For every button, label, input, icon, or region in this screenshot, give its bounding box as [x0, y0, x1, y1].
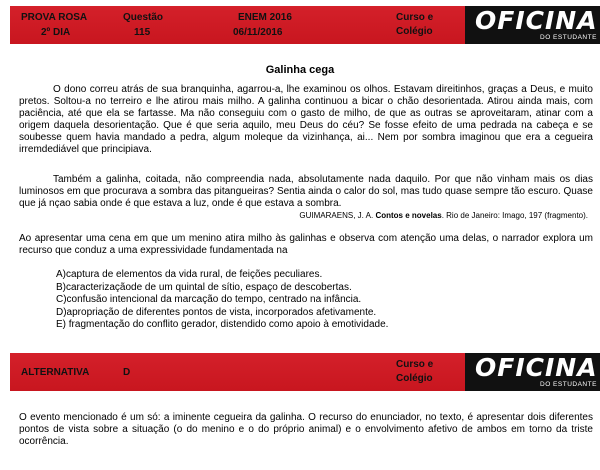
citation-work: Contos e novelas	[375, 211, 442, 220]
oficina-logo-subtitle: DO ESTUDANTE	[540, 34, 597, 41]
answer-label: ALTERNATIVA	[21, 367, 90, 378]
citation	[299, 211, 588, 220]
paragraph-2: Também a galinha, coitada, não compreendia nada, absolutamente nada daquilo. Por que não vinham mais os dias luminosos em que procurava a sombra das pitangueiras? Sentia ainda o calor do sol, mas tudo quase sempre tão escuro. Quase que já nçao sabia onde é que estava a luz, onde é que estava a sombra.	[19, 174, 593, 209]
answer-bar	[10, 353, 600, 391]
colegio-label-2: Colégio	[396, 373, 433, 384]
curso-label: Curso e	[396, 12, 434, 23]
questao-number: 115	[134, 27, 151, 38]
paragraph-1: O dono correu atrás de sua branquinha, agarrou-a, lhe examinou os olhos. Estavam direitinhos, graças a Deus, e muito pretos. Soltou-a no terreiro e lhe atirou mais milho. A galinha continuou a bicar o chão desorientada. Atirou ainda mais, com paciência, até que ela se fartasse. Ma não conseguiu com o gasto de milho, de que as outras se aproveitaram, atinar com a origem daquela desorientação. Que é que seria aquilo, meu Deus do céu? Se fosse efeito de uma pedrada na cabeça e se soubesse quem havia mandado a pedra, algum moleque da vizinhança, ai... Nem por sombra imaginou que era a cegueira irremdediável que principiava.	[19, 84, 593, 155]
oficina-logo-2: OFICINA	[475, 353, 598, 382]
oficina-logo: OFICINA	[475, 6, 598, 35]
answer-explanation: O evento mencionado é um só: a iminente cegueira da galinha. O recurso do enunciador, no texto, é apresentar dois diferentes pontos de vista sobre a situação (o do menino e o do próprio animal) e o envolvimento afetivo de ambos em torno da triste ocorrência.	[19, 412, 593, 447]
header-bar	[10, 6, 600, 44]
text-title: Galinha cega	[265, 64, 335, 76]
dia-label: 2º DIA	[41, 27, 71, 38]
questao-label: Questão	[123, 12, 164, 23]
alternative-e: E) fragmentação do conflito gerador, distendido como apoio à emotividade.	[56, 319, 389, 331]
exam-name: ENEM 2016	[238, 12, 292, 23]
oficina-logo-subtitle-2: DO ESTUDANTE	[540, 381, 597, 388]
alternative-c: C)confusão intencional da marcação do tempo, centrado na infância.	[56, 294, 362, 306]
curso-label-2: Curso e	[396, 359, 434, 370]
alternatives-list	[56, 269, 388, 332]
answer-value: D	[123, 367, 131, 378]
colegio-label: Colégio	[396, 26, 433, 37]
citation-rest: . Rio de Janeiro: Imago, 197 (fragmento).	[441, 211, 588, 220]
alternative-a: A)captura de elementos da vida rural, de feições peculiares.	[56, 269, 323, 280]
citation-author: GUIMARAENS, J. A.	[299, 211, 374, 220]
alternative-b: B)caracterizaçãode de um quintal de sítio, espaço de descobertas.	[56, 281, 352, 293]
question-stem: Ao apresentar uma cena em que um menino atira milho às galinhas e observa com atenção uma delas, o narrador explora um recurso que conduz a uma expressividade fundamentada na	[19, 233, 593, 256]
exam-date: 06/11/2016	[233, 27, 283, 38]
alternative-d: D)apropriação de diferentes pontos de vista, incorporados afetivamente.	[56, 306, 377, 318]
prova-label: PROVA ROSA	[21, 12, 88, 23]
